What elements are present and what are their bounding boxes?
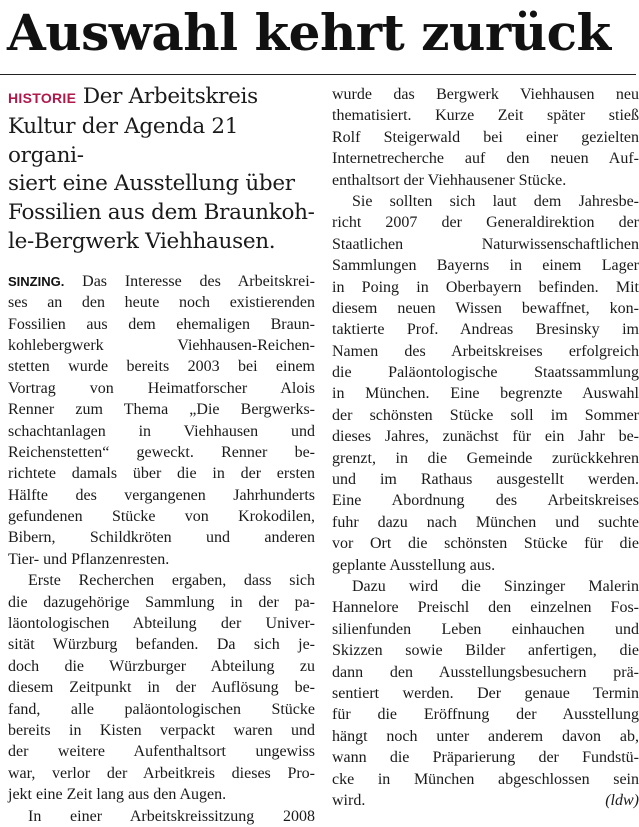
text-line: [332, 790, 639, 811]
article-headline: Auswahl kehrt zurück: [7, 3, 611, 62]
text-line: die Paläontologische Staatssammlung: [332, 364, 639, 382]
text-line: silienfunden Leben einhauchen und: [332, 620, 639, 638]
text-line: fand, alle paläontologischen Stücke: [8, 700, 315, 718]
lead-line: siert eine Ausstellung über: [8, 171, 295, 197]
text-line: jekt eine Zeit lang aus den Augen.: [8, 786, 227, 804]
text-line: gefundenen Stücke von Krokodilen,: [8, 508, 315, 526]
text-line: thematisiert. Kurze Zeit später stieß: [332, 107, 639, 125]
text-line: Skizzen sowie Bilder anfertigen, die: [332, 642, 639, 660]
text-line: Eine Abordnung des Arbeitskreises: [332, 492, 639, 510]
text-line: Namen des Arbeitskreises erfolgreich: [332, 342, 639, 360]
text-line: richt 2007 der Generaldirektion der: [332, 214, 639, 232]
text-line: Reichenstetten“ geweckt. Renner be-: [8, 443, 315, 461]
paragraph: [332, 191, 639, 576]
text-line: vor Ort die schönsten Stücke für die: [332, 535, 639, 553]
dateline: SINZING.: [8, 273, 65, 289]
text-line: in Poing in Oberbayern befinden. Mit: [332, 278, 639, 296]
text-line: richtete damals über die in der ersten: [8, 465, 315, 483]
text-line: wurde das Bergwerk Viehhausen neu: [332, 86, 639, 103]
text-line: fuhr dazu nach München und suchte: [332, 513, 639, 531]
left-column: [8, 83, 315, 827]
rubric-label: HISTORIE: [8, 90, 77, 106]
paragraph: [332, 576, 639, 790]
text-line: der schönsten Stücke soll im Sommer: [332, 406, 639, 424]
text-line: SINZING. Das Interesse des Arbeitskrei-: [8, 272, 315, 290]
text-line: bereits in Kisten verpackt waren und: [8, 721, 315, 739]
last-line: wird.: [332, 791, 366, 809]
text-line: grenzt, in die Gemeinde zurückkehren: [332, 449, 639, 467]
lead-line: Fossilien aus dem Braunkoh-: [8, 200, 315, 226]
text-line: ses an den heute noch existierenden: [8, 294, 315, 312]
text-line: taktierte Prof. Andreas Bresinsky im: [332, 321, 639, 339]
text-line: und im Rathaus ausgestellt werden.: [332, 471, 639, 489]
text-line: cke in München abgeschlossen sein: [332, 770, 639, 788]
text-line: schachtanlagen in Viehhausen und: [8, 422, 315, 440]
text-line: der weitere Aufenthaltsort ungewiss: [8, 743, 315, 761]
text-line: Renner zum Thema „Die Bergwerks-: [8, 401, 315, 419]
text-line: Sie sollten sich laut dem Jahresbe-: [352, 192, 639, 210]
text-line: geplante Ausstellung aus.: [332, 556, 496, 574]
text-line: Erste Recherchen ergaben, dass sich: [28, 572, 315, 590]
text-line: wann die Präparierung der Fundstü-: [332, 749, 639, 767]
text-line: war, verlor der Arbeitkreis dieses Pro-: [8, 764, 315, 782]
lead-line: Der Arbeitskreis: [82, 84, 258, 109]
text-line: kohlebergwerk Viehhausen-Reichen-: [8, 336, 315, 354]
text-line: stetten wurde bereits 2003 bei einem: [8, 358, 315, 376]
text-line: Dazu wird die Sinzinger Malerin: [352, 577, 639, 595]
text-line: Rolf Steigerwald bei einer gezielten: [332, 128, 639, 146]
text-line: dieses Jahres, zunächst für ein Jahr be-: [332, 428, 639, 446]
lead-line: le-Bergwerk Viehhausen.: [8, 228, 276, 254]
text-line: Hannelore Preischl den einzelnen Fos-: [332, 599, 639, 617]
text-line: läontologischen Abteilung der Univer-: [8, 615, 315, 633]
text-line: sität Würzburg befanden. Da sich je-: [8, 636, 315, 654]
text-line: diesem neuen Wissen bewaffnet, kon-: [332, 299, 639, 317]
text-line: enthaltsort der Viehhausener Stücke.: [332, 171, 567, 189]
text-line: Fossilien aus dem ehemaligen Braun-: [8, 315, 315, 333]
text-line: sentiert werden. Der genaue Termin: [332, 684, 639, 702]
text-line: hängt noch unter anderem davon ab,: [332, 727, 639, 745]
text-line: Staatlichen Naturwissenschaftlichen: [332, 235, 639, 253]
text-line: diesem Zeitpunkt in der Auflösung be-: [8, 679, 315, 697]
text-line: Hälfte des vergangenen Jahrhunderts: [8, 486, 315, 504]
text-line: Internetrecherche auf den neuen Auf-: [332, 150, 639, 168]
paragraph: [8, 570, 315, 805]
text-line: Vortrag von Heimatforscher Alois: [8, 379, 315, 397]
author-signature: (ldw): [605, 791, 639, 809]
text-line: für die Eröffnung der Ausstellung: [332, 706, 639, 724]
text-line: doch die Würzburger Abteilung zu: [8, 657, 315, 675]
text-line: In einer Arbeitskreissitzung 2008: [28, 807, 315, 825]
text-line: Tier- und Pflanzenresten.: [8, 550, 170, 568]
paragraph: [332, 84, 639, 191]
right-column: [332, 84, 639, 811]
text-line: Sammlungen Bayerns in einem Lager: [332, 257, 639, 275]
lead-line: Kultur der Agenda 21 organi-: [8, 113, 239, 168]
paragraph: [8, 806, 315, 827]
text-line: dann den Ausstellungsbesuchern prä-: [332, 663, 639, 681]
article-lead: [8, 83, 315, 257]
text-line: in München. Eine begrenzte Auswahl: [332, 385, 639, 403]
text-line: die dazugehörige Sammlung in der pa-: [8, 593, 315, 611]
paragraph: [8, 271, 315, 570]
text-line: Bibern, Schildkröten und anderen: [8, 529, 315, 547]
headline-divider: [0, 74, 636, 75]
